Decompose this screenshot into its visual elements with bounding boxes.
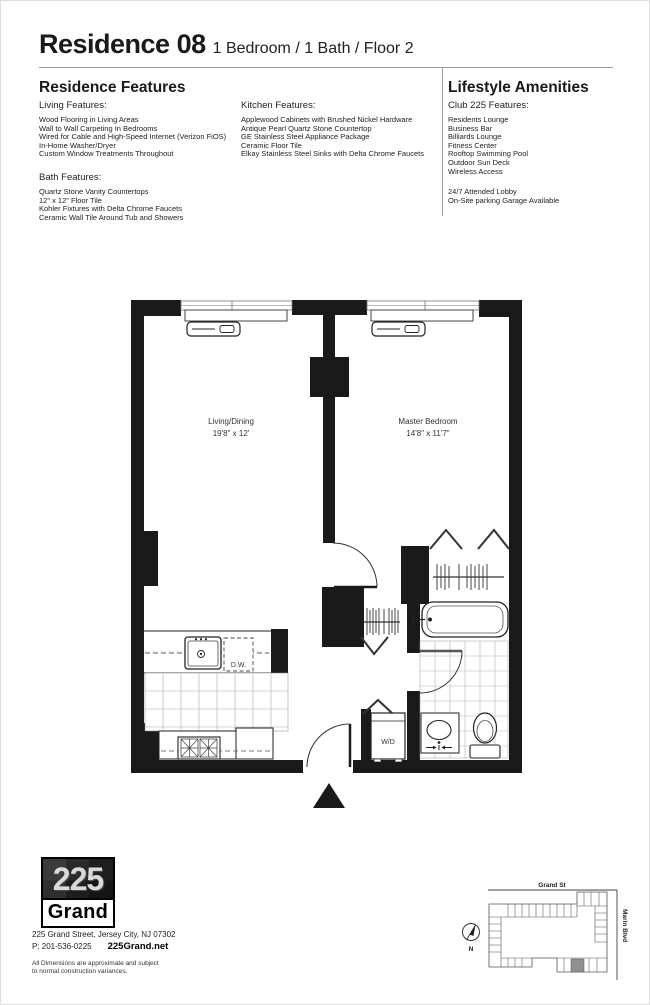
logo-225: 225	[43, 859, 113, 898]
feature-item: Fitness Center	[448, 140, 497, 150]
feature-item: Antique Pearl Quartz Stone Countertop	[241, 123, 372, 133]
feature-item: Wired for Cable and High-Speed Internet (Verizon FiOS)	[39, 132, 227, 142]
website-link[interactable]: 225Grand.net	[107, 941, 169, 952]
bedroom-door	[333, 543, 377, 587]
kitchen	[144, 631, 288, 759]
feature-item: Ceramic Floor Tile	[241, 140, 302, 150]
building-outline	[489, 892, 607, 972]
window	[367, 301, 479, 336]
street-label-grand: Grand St	[538, 882, 566, 889]
brand-logo	[41, 857, 115, 928]
features-column-divider	[442, 68, 443, 216]
bedroom-dimensions: 14'8" x 11'7"	[406, 429, 450, 438]
phone-number: P: 201-536-0225	[32, 942, 92, 951]
feature-item: Custom Window Treatments Throughout	[39, 149, 174, 159]
closet-door-chevron	[430, 530, 462, 549]
lifestyle-amenities-heading: Lifestyle Amenities	[448, 79, 589, 96]
closet-door-chevron	[361, 637, 388, 654]
kitchen-floor-tile	[145, 673, 288, 731]
feature-item: In-Home Washer/Dryer	[39, 140, 116, 150]
feature-item: Wireless Access	[448, 166, 503, 176]
disclaimer-line: to normal construction variances.	[32, 967, 128, 975]
highlighted-unit	[571, 959, 584, 972]
page-subtitle: 1 Bedroom / 1 Bath / Floor 2	[212, 40, 414, 57]
bedroom-closet	[430, 530, 509, 590]
living-room-label: Living/Dining	[208, 417, 254, 426]
feature-item: 24/7 Attended Lobby	[448, 187, 517, 197]
street-label-marin: Marin Blvd	[621, 909, 628, 943]
entry-marker	[313, 783, 345, 808]
feature-item: Rooftop Swimming Pool	[448, 149, 529, 159]
stove-range	[178, 737, 220, 759]
washer-dryer-label: W/D	[381, 739, 395, 746]
bathtub	[413, 602, 508, 637]
disclaimer-line: All Dimensions are approximate and subject	[32, 960, 159, 967]
feature-item: Business Bar	[448, 123, 493, 133]
feature-item: Applewood Cabinets with Brushed Nickel Hardware	[241, 115, 413, 124]
feature-item: On-Site parking Garage Available	[448, 195, 560, 205]
closet-door-chevron	[478, 530, 509, 549]
header	[39, 29, 414, 60]
address: 225 Grand Street, Jersey City, NJ 07302	[32, 930, 176, 939]
bathroom-vanity-sink	[421, 713, 459, 753]
club-features-heading: Club 225 Features:	[448, 100, 529, 111]
feature-item: Residents Lounge	[448, 115, 509, 124]
header-divider	[39, 67, 613, 68]
feature-item: Quartz Stone Vanity Countertops	[39, 186, 149, 196]
living-bath-features-column	[39, 100, 239, 222]
window	[181, 301, 292, 336]
dishwasher-label: D.W.	[230, 662, 247, 669]
living-room-dimensions: 19'8" x 12'	[212, 429, 250, 438]
contact-line	[32, 941, 168, 952]
residence-features-heading: Residence Features	[39, 79, 186, 96]
feature-item: 12" x 12" Floor Tile	[39, 195, 102, 205]
site-map	[446, 861, 641, 986]
kitchen-features-column	[241, 100, 441, 159]
kitchen-features-heading: Kitchen Features:	[241, 100, 316, 111]
bath-features-heading: Bath Features:	[39, 171, 102, 183]
feature-item: GE Stainless Steel Appliance Package	[241, 132, 370, 142]
feature-item: Wall to Wall Carpeting In Bedrooms	[39, 123, 158, 133]
disclaimer	[32, 960, 159, 975]
feature-item: Ceramic Wall Tile Around Tub and Showers	[39, 212, 184, 222]
feature-item: Elkay Stainless Steel Sinks with Delta Chrome Faucets	[241, 149, 424, 159]
bedroom-label: Master Bedroom	[398, 417, 458, 426]
living-features-heading: Living Features:	[39, 100, 107, 111]
dishwasher	[224, 638, 253, 671]
feature-item: Kohler Fixtures with Delta Chrome Faucets	[39, 204, 182, 214]
compass-n-label: N	[468, 946, 474, 953]
feature-item: Billiards Lounge	[448, 132, 502, 142]
feature-item: Outdoor Sun Deck	[448, 157, 510, 167]
feature-item: Wood Flooring in Living Areas	[39, 115, 139, 124]
entry-door	[307, 724, 350, 767]
floor-plan	[111, 281, 541, 816]
compass-icon	[463, 924, 480, 954]
club-features-column	[448, 100, 618, 205]
kitchen-sink	[185, 637, 221, 669]
hall-closet	[361, 608, 400, 654]
logo-grand: Grand	[43, 898, 113, 926]
bathroom	[413, 602, 508, 758]
page-title: Residence 08	[39, 29, 206, 59]
